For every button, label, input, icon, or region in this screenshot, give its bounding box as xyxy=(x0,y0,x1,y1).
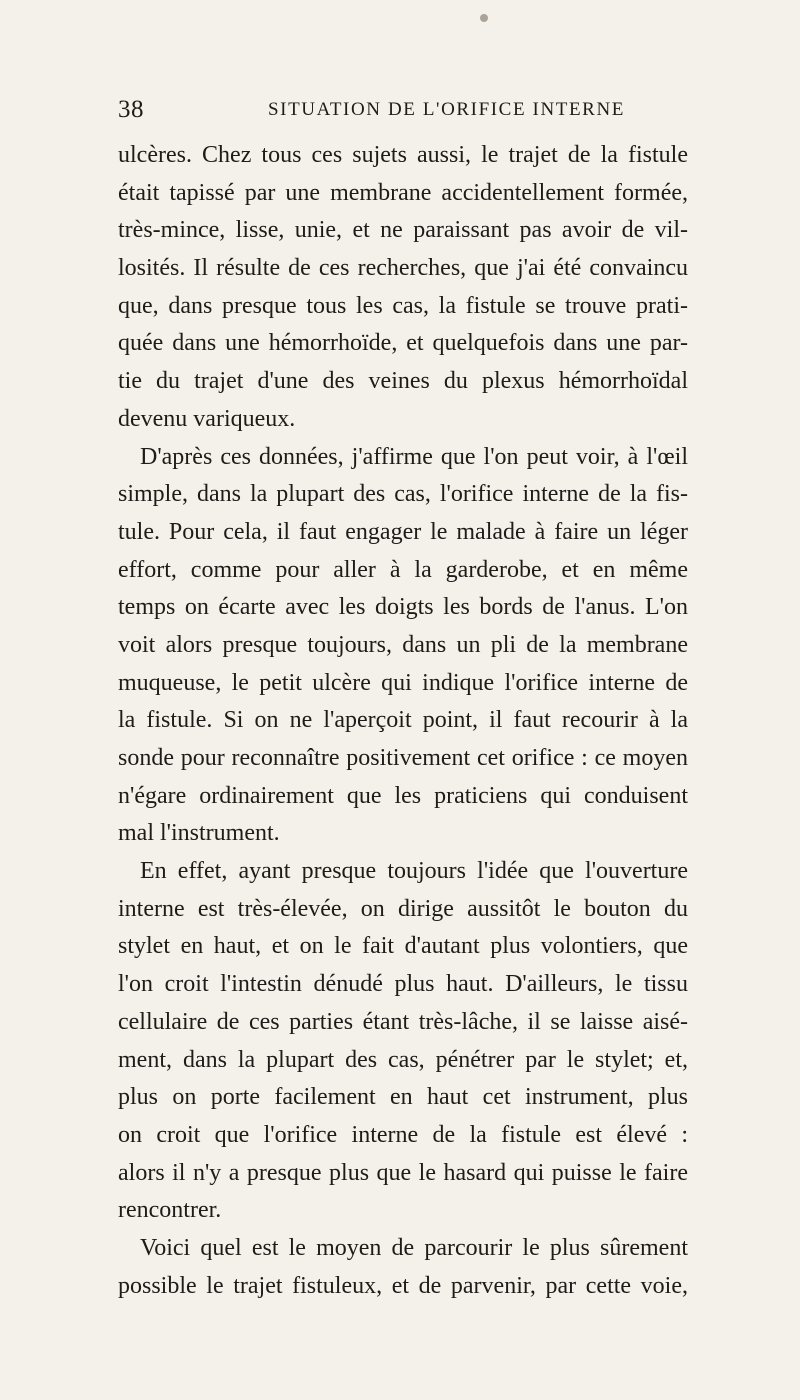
text-line: que, dans presque tous les cas, la fistule se trouve prati- xyxy=(118,292,688,319)
text-line: losités. Il résulte de ces recherches, que j'ai été convaincu xyxy=(118,255,688,282)
text-line: cellulaire de ces parties étant très-lâche, il se laisse aisé- xyxy=(118,1008,688,1035)
paragraph-4 xyxy=(118,1230,688,1305)
text-line: En effet, ayant presque toujours l'idée que l'ouverture xyxy=(140,858,688,885)
ink-speck xyxy=(480,14,488,22)
text-line: ulcères. Chez tous ces sujets aussi, le trajet de la fistule xyxy=(118,142,688,168)
text-line: l'on croit l'intestin dénudé plus haut. D'ailleurs, le tissu xyxy=(118,971,688,998)
text-line: D'après ces données, j'affirme que l'on peut voir, à l'œil xyxy=(140,443,688,470)
text-line: plus on porte facilement en haut cet instrument, plus xyxy=(118,1084,688,1111)
text-line: n'égare ordinairement que les praticiens qui conduisent xyxy=(118,782,688,809)
text-line: mal l'instrument. xyxy=(118,820,280,847)
running-head: SITUATION DE L'ORIFICE INTERNE xyxy=(268,99,625,120)
paragraph-1 xyxy=(118,137,688,439)
text-line: effort, comme pour aller à la garderobe, et en même xyxy=(118,556,688,583)
text-line: sonde pour reconnaître positivement cet orifice : ce moyen xyxy=(118,745,688,771)
text-line: voit alors presque toujours, dans un pli de la membrane xyxy=(118,631,688,658)
text-line: simple, dans la plupart des cas, l'orifice interne de la fis- xyxy=(118,481,688,508)
paragraph-2 xyxy=(118,439,688,854)
text-line: stylet en haut, et on le fait d'autant plus volontiers, que xyxy=(118,933,688,960)
text-line: la fistule. Si on ne l'aperçoit point, il faut recourir à la xyxy=(118,707,688,734)
text-line: tie du trajet d'une des veines du plexus hémorrhoïdal xyxy=(118,368,688,395)
text-line: quée dans une hémorrhoïde, et quelquefois dans une par- xyxy=(118,330,688,357)
text-line: rencontrer. xyxy=(118,1197,222,1224)
text-line: devenu variqueux. xyxy=(118,405,296,432)
text-line: alors il n'y a presque plus que le hasard qui puisse le faire xyxy=(118,1159,688,1186)
text-line: était tapissé par une membrane accidentellement formée, xyxy=(118,179,688,206)
body-text xyxy=(118,137,688,1305)
text-line: temps on écarte avec les doigts les bords de l'anus. L'on xyxy=(118,594,688,621)
text-line: possible le trajet fistuleux, et de parvenir, par cette voie, xyxy=(118,1272,688,1299)
page-number: 38 xyxy=(118,96,144,123)
text-line: ment, dans la plupart des cas, pénétrer par le stylet; et, xyxy=(118,1046,688,1073)
text-line: Voici quel est le moyen de parcourir le plus sûrement xyxy=(140,1234,688,1261)
text-line: interne est très-élevée, on dirige aussitôt le bouton du xyxy=(118,895,688,922)
text-line: on croit que l'orifice interne de la fistule est élevé : xyxy=(118,1121,688,1148)
text-line: muqueuse, le petit ulcère qui indique l'orifice interne de xyxy=(118,669,688,696)
text-line: très-mince, lisse, unie, et ne paraissant pas avoir de vil- xyxy=(118,217,688,244)
text-line: tule. Pour cela, il faut engager le malade à faire un léger xyxy=(118,518,688,545)
paragraph-3 xyxy=(118,853,688,1230)
page-header xyxy=(118,96,688,130)
